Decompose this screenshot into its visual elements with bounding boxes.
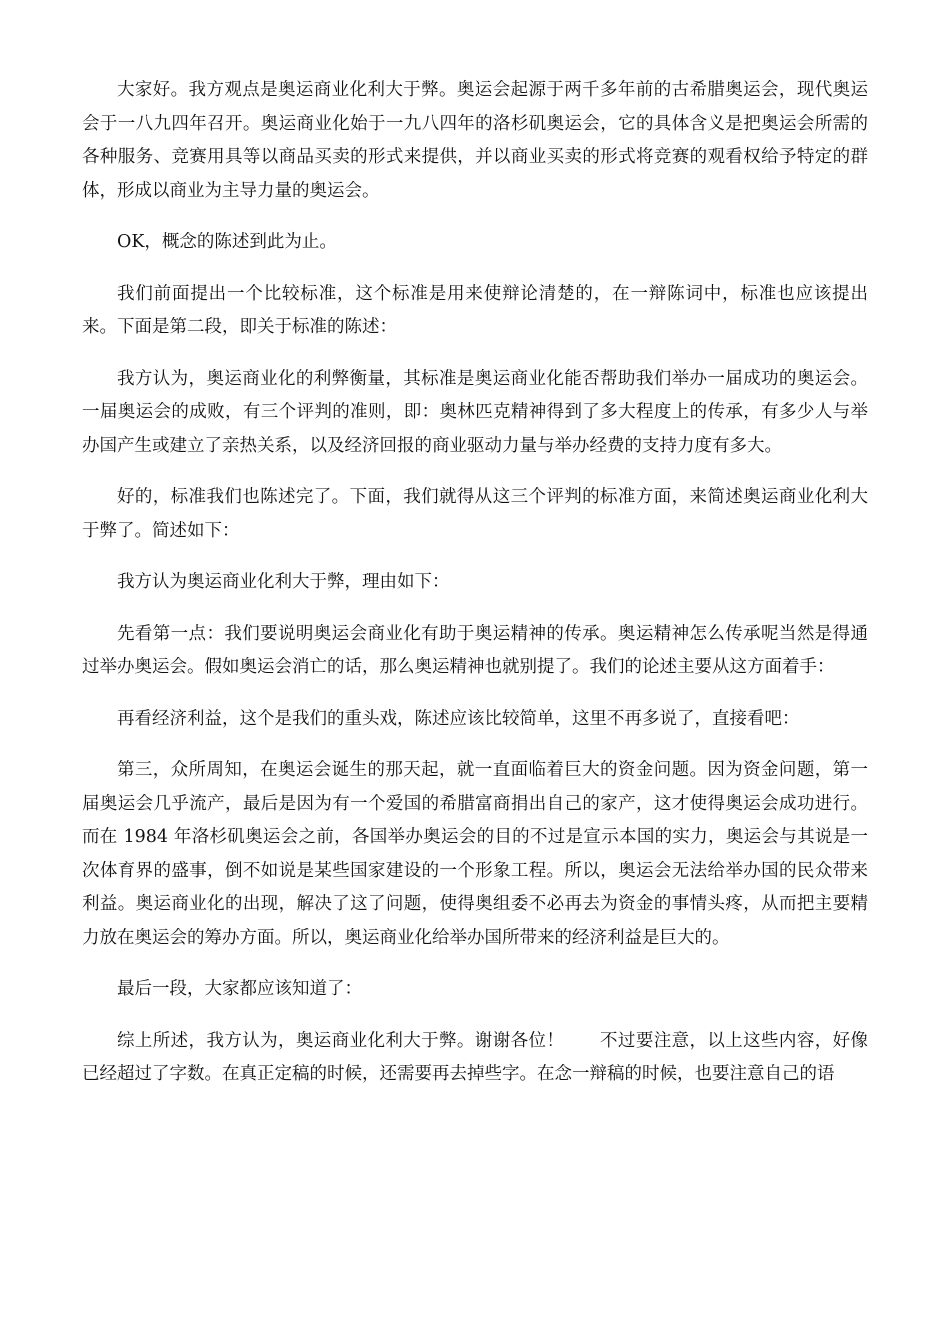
paragraph-standard: 我方认为，奥运商业化的利弊衡量，其标准是奥运商业化能否帮助我们举办一届成功的奥运会。一届奥运会的成败，有三个评判的准则，即：奥林匹克精神得到了多大程度上的传承，有多少人与举办国产生或建立了亲热关系，以及经济回报的商业驱动力量与举办经费的支持力度有多大。	[82, 368, 868, 456]
paragraph-point-one: 先看第一点：我们要说明奥运会商业化有助于奥运精神的传承。奥运精神怎么传承呢当然是得通过举办奥运会。假如奥运会消亡的话，那么奥运精神也就别提了。我们的论述主要从这方面着手：	[82, 623, 868, 677]
paragraph-point-three: 第三，众所周知，在奥运会诞生的那天起，就一直面临着巨大的资金问题。因为资金问题，第一届奥运会几乎流产，最后是因为有一个爱国的希腊富商捐出自己的家产，这才使得奥运会成功进行。而在 1984 年洛杉矶奥运会之前，各国举办奥运会的目的不过是宣示本国的实力，奥运会与其说是一次体育界的盛事，倒不如说是某些国家建设的一个形象工程。所以，奥运会无法给举办国的民众带来利益。奥运商业化的出现，解决了这了问题，使得奥组委不必再去为资金的事情头疼，从而把主要精力放在奥运会的筹办方面。所以，奥运商业化给举办国所带来的经济利益是巨大的。	[82, 760, 868, 948]
paragraph-last-intro: 最后一段，大家都应该知道了：	[117, 979, 362, 999]
paragraph-economic-intro: 再看经济利益，这个是我们的重头戏，陈述应该比较简单，这里不再多说了，直接看吧：	[117, 708, 800, 729]
paragraph-conclusion: 综上所述，我方认为，奥运商业化利大于弊。谢谢各位！ 不过要注意，以上这些内容，好像已经超过了字数。在真正定稿的时候，还需要再去掉些字。在念一辩稿的时候，也要注意自己的语	[82, 1030, 868, 1084]
paragraph-concept-end: OK，概念的陈述到此为止。	[117, 232, 337, 252]
document-body	[82, 74, 868, 1110]
paragraph-reasons-intro: 我方认为奥运商业化利大于弊，理由如下：	[117, 572, 450, 592]
paragraph-standard-intro: 我们前面提出一个比较标准，这个标准是用来使辩论清楚的，在一辩陈词中，标准也应该提出来。下面是第二段，即关于标准的陈述：	[82, 283, 868, 337]
paragraph-standard-end: 好的，标准我们也陈述完了。下面，我们就得从这三个评判的标准方面，来简述奥运商业化利大于弊了。简述如下：	[82, 487, 868, 541]
paragraph-intro: 大家好。我方观点是奥运商业化利大于弊。奥运会起源于两千多年前的古希腊奥运会，现代奥运会于一八九四年召开。奥运商业化始于一九八四年的洛杉矶奥运会，它的具体含义是把奥运会所需的各种服务、竞赛用具等以商品买卖的形式来提供，并以商业买卖的形式将竞赛的观看权给予特定的群体，形成以商业为主导力量的奥运会。	[82, 80, 868, 201]
